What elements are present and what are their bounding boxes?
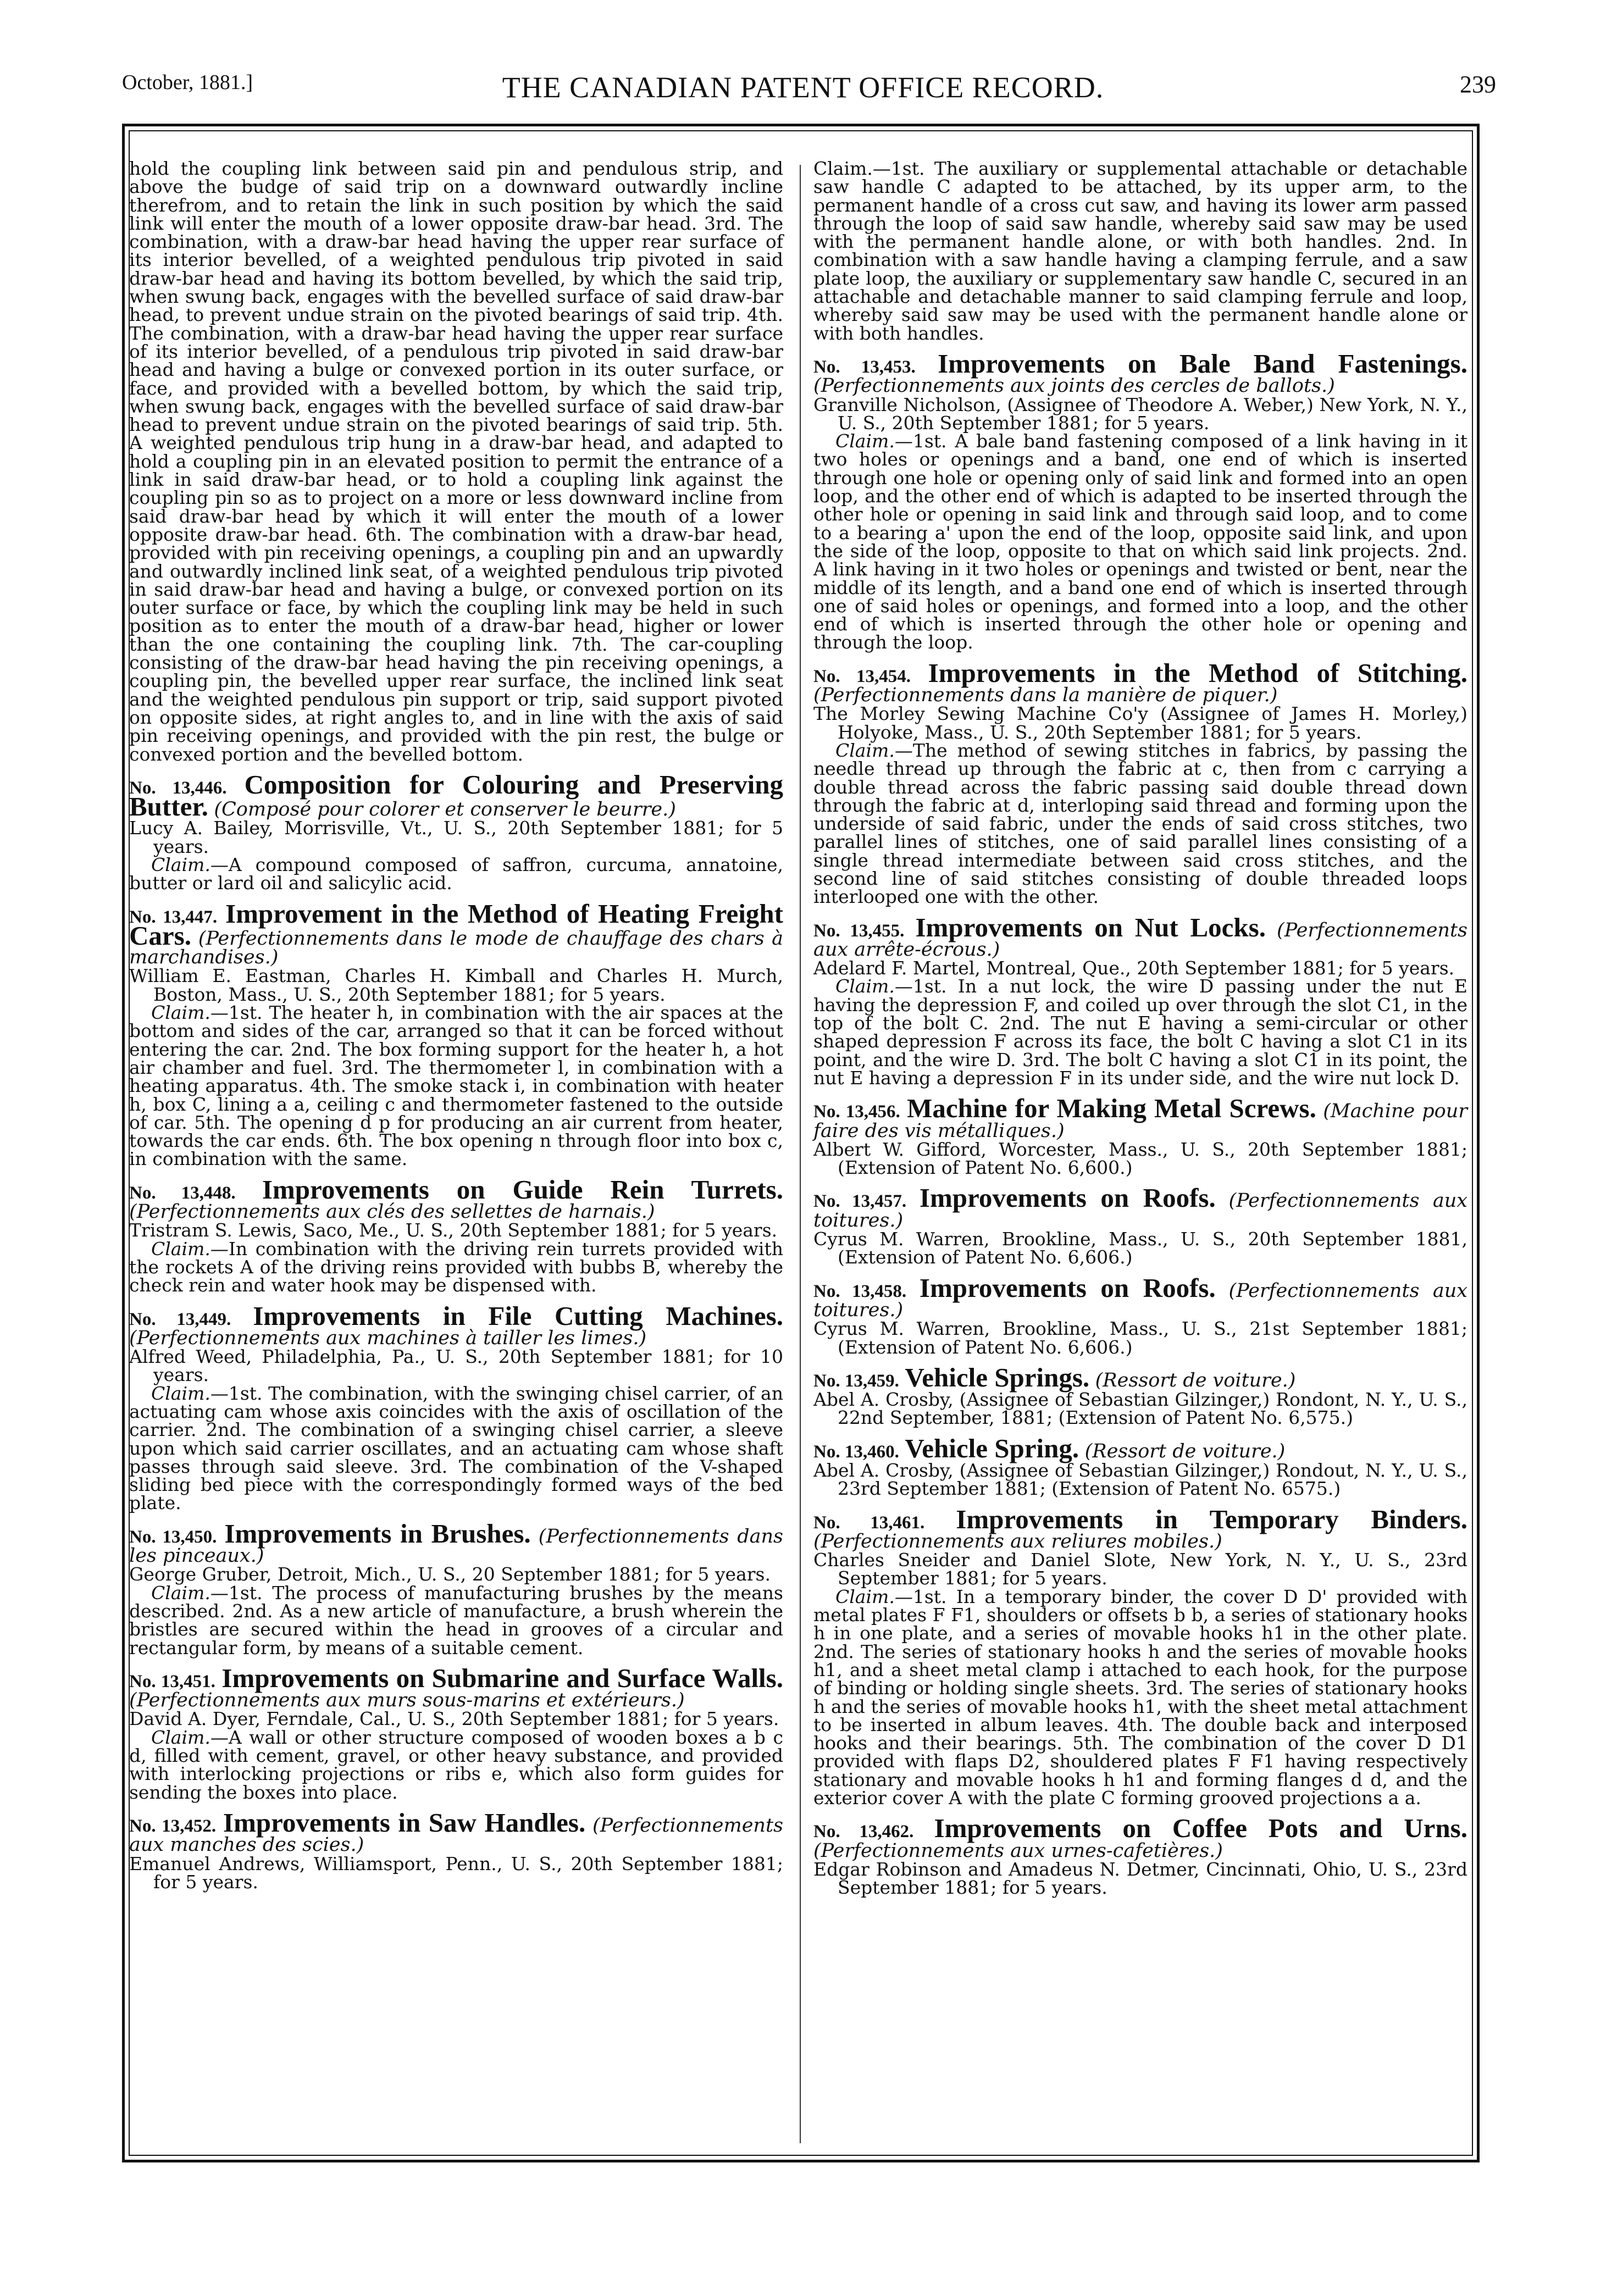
patent-french-title: (Ressort de voiture.) (1095, 1369, 1296, 1391)
patent-french-title: (Ressort de voiture.) (1084, 1440, 1286, 1462)
patent-french-title: (Perfectionnements dans les pinceaux.) (129, 1525, 783, 1567)
claim-label: Claim.— (835, 1585, 913, 1607)
patent-title: Composition for Colouring and Preserving Butter. (129, 769, 783, 822)
patentee-line: Abel A. Crosby, (Assignee of Sebastian Gilzinger,) Rondout, N. Y., U. S., 23rd September 1881; (Extension of Patent No. 6575.) (813, 1460, 1467, 1500)
claim-label: Claim.— (151, 853, 229, 875)
patent-french-title: (Perfectionnements aux arrête-écrous.) (813, 919, 1467, 961)
patent-heading (129, 1300, 784, 1349)
patent-entry (813, 657, 1467, 908)
patent-french-title: (Perfectionnements dans la manière de piquer.) (813, 684, 1278, 707)
right-entries (813, 348, 1467, 1899)
patent-heading (129, 1807, 783, 1856)
page-title: THE CANADIAN PATENT OFFICE RECORD. (502, 71, 1104, 104)
patent-title: Improvements on Submarine and Surface Walls. (221, 1662, 783, 1693)
patent-number: No. 13,454. (813, 666, 911, 686)
claim-label: Claim.— (151, 1582, 229, 1604)
patent-french-title: (Perfectionnements aux toitures.) (813, 1279, 1467, 1321)
patent-entry (129, 1300, 784, 1514)
column-divider (800, 165, 801, 2143)
patent-title: Improvements in File Cutting Machines. (253, 1300, 784, 1331)
claim-body: 1st. The process of manufacturing brushes by the means described. 2nd. As a new article of manufacture, a brush wherein the bristles are secured within the head in grooves of a circular and rectangular form, by means of a suitable cement. (129, 1582, 783, 1659)
patent-heading (129, 1518, 783, 1567)
patent-number: No. 13,461. (813, 1512, 925, 1533)
patent-number: No. 13,459. (813, 1371, 899, 1391)
patent-entry (129, 898, 783, 1170)
patent-title: Vehicle Spring. (905, 1433, 1079, 1463)
claim-text (129, 1240, 783, 1295)
patentee-line: Cyrus M. Warren, Brookline, Mass., U. S., 21st September 1881; (Extension of Patent No. 6,606.) (813, 1318, 1467, 1358)
claim-body: A compound composed of saffron, curcuma, annatoine, butter or lard oil and salicylic acid. (129, 853, 783, 894)
page-number: 239 (1460, 71, 1496, 98)
patent-french-title: (Perfectionnements aux murs sous-marins et extérieurs.) (129, 1689, 685, 1712)
claim-text (129, 1384, 783, 1512)
patent-entry (813, 348, 1467, 653)
claim-body: A wall or other structure composed of wooden boxes a b c d, filled with cement, gravel, or other heavy substance, and provided with interlocking projections or ribs e, which also form guides for sending the boxes into place. (129, 1726, 783, 1803)
patent-number: No. 13,448. (129, 1183, 236, 1203)
patent-entry (813, 1362, 1467, 1429)
patentee-line: Tristram S. Lewis, Saco, Me., U. S., 20th September 1881; for 5 years. (129, 1219, 778, 1241)
patent-entry (813, 1272, 1467, 1358)
patentee-line: Edgar Robinson and Amadeus N. Detmer, Cincinnati, Ohio, U. S., 23rd September 1881; for 5 years. (813, 1858, 1467, 1899)
claim-label: Claim.— (151, 1382, 229, 1404)
patent-entry (129, 1807, 783, 1893)
patent-entry (129, 1518, 783, 1659)
patentee-line: The Morley Sewing Machine Co'y (Assignee of James H. Morley,) Holyoke, Mass., U. S., 20th September 1881; for 5 years. (813, 703, 1467, 743)
patent-number: No. 13,456. (813, 1102, 900, 1122)
patent-title: Machine for Making Metal Screws. (907, 1093, 1316, 1124)
patent-entry (129, 769, 783, 894)
patent-heading (813, 1362, 1467, 1393)
patentee-line: Charles Sneider and Daniel Slote, New York, N. Y., U. S., 23rd September 1881; for 5 years. (813, 1549, 1467, 1589)
claim-body: 1st. The combination, with the swinging chisel carrier, of an actuating cam whose axis coincides with the axis of oscillation of the carrier. 2nd. The combination of a swinging chisel carrier, a sleeve upon which said carrier oscillates, and an actuating cam whose shaft passes through said sleeve. 3rd. The combination of the V-shaped sliding bed piece with the correspondingly formed ways of the bed plate. (129, 1382, 783, 1514)
patent-title: Improvements on Coffee Pots and Urns. (934, 1813, 1467, 1844)
patent-heading (129, 1662, 783, 1712)
patentee-line: Granville Nicholson, (Assignee of Theodore A. Weber,) New York, N. Y., U. S., 20th September 1881; for 5 years. (813, 393, 1467, 434)
patent-title: Improvements in Saw Handles. (223, 1807, 586, 1838)
patent-french-title: (Perfectionnements aux toitures.) (813, 1190, 1467, 1232)
patent-french-title: (Perfectionnements aux manches des scies.) (129, 1814, 783, 1856)
patentee-line: William E. Eastman, Charles H. Kimball and Charles H. Murch, Boston, Mass., U. S., 20th September 1881; for 5 years. (129, 965, 783, 1005)
patent-title: Improvement in the Method of Heating Freight Cars. (129, 898, 783, 951)
claim-label: Claim.— (835, 739, 913, 761)
claim-label: Claim.— (835, 430, 913, 452)
patentee-line: Cyrus M. Warren, Brookline, Mass., U. S., 20th September 1881, (Extension of Patent No. 6,606.) (813, 1228, 1467, 1268)
claim-text (129, 1728, 783, 1801)
right-column (813, 159, 1467, 1897)
patent-heading (813, 1183, 1467, 1232)
patent-title: Improvements on Roofs. (919, 1183, 1216, 1213)
claim-text (813, 432, 1467, 652)
patentee-line: Adelard F. Martel, Montreal, Que., 20th September 1881; for 5 years. (813, 957, 1455, 979)
claim-label: Claim.— (151, 1002, 229, 1024)
left-column (129, 159, 783, 1891)
patent-french-title: (Perfectionnements dans le mode de chauffage des chars à marchandises.) (129, 927, 783, 969)
patent-number: No. 13,451. (129, 1671, 215, 1692)
claim-label: Claim.— (835, 975, 913, 997)
patentee-line: Emanuel Andrews, Williamsport, Penn., U. S., 20th September 1881; for 5 years. (129, 1853, 783, 1893)
claim-body: 1st. In a nut lock, the wire D passing under the nut E having the depression F, and coiled up over through the slot C1, in the top of the bolt C. 2nd. The nut E having a semi-circular or other shaped depression F across its face, the bolt C having a slot C1 in its point, and the wire D. 3rd. The bolt C having a slot C1 in its point, the nut E having a depression F in its under side, and the wire nut lock D. (813, 975, 1467, 1089)
patent-heading (813, 1093, 1467, 1142)
patent-entry (129, 1174, 783, 1296)
claim-body: 1st. In a temporary binder, the cover D D' provided with metal plates F F1, shoulders or offsets b b, a series of stationary hooks h in one plate, and a series of movable hooks h1 in the other plate. 2nd. The series of stationary hooks h and the series of movable hooks h1, and a sheet metal clamp i attached to each hook, for the purpose of binding or holding single sheets. 3rd. The series of stationary hooks h and the series of movable hooks h1, with the sheet metal attachment to be inserted in album leaves. 4th. The double back and interposed hooks and their bearings. 5th. The combination of the cover D D1 provided with flaps D2, shouldered plates F F1 having respectively stationary and movable hooks h h1 and forming flanges d d, and the exterior cover A with the plate C forming grooved projections a a. (813, 1585, 1467, 1809)
patent-heading (813, 1813, 1467, 1862)
patent-number: No. 13,447. (129, 907, 218, 927)
patent-heading (813, 912, 1467, 961)
patent-number: No. 13,453. (813, 357, 916, 377)
patent-number: No. 13,458. (813, 1281, 907, 1301)
patent-heading (813, 1272, 1467, 1321)
patent-heading (813, 348, 1467, 397)
patent-title: Improvements on Bale Band Fastenings. (938, 348, 1467, 379)
patent-number: No. 13,449. (129, 1309, 231, 1329)
patent-number: No. 13,460. (813, 1441, 899, 1462)
patent-entry (813, 1504, 1467, 1809)
patent-title: Vehicle Springs. (905, 1362, 1090, 1393)
patent-entry (813, 1183, 1467, 1268)
patent-entry (813, 1813, 1467, 1899)
patent-title: Improvements in the Method of Stitching. (928, 657, 1467, 688)
patent-entry (813, 912, 1467, 1089)
patent-number: No. 13,452. (129, 1816, 217, 1836)
claim-text (813, 1585, 1467, 1809)
claim-body: 1st. A bale band fastening composed of a link having in it two holes or openings and a band, one end of which is inserted through one hole or opening only of said link and formed into an open loop, and the other end of which is adapted to be inserted through the other hole or opening in said link and through said loop, and to come to a bearing a' upon the end of the loop, opposite said link, and upon the side of the loop, opposite to that on which said link projects. 2nd. A link having in it two holes or openings and twisted or bent, near the middle of its length, and a band one end of which is inserted through one of said holes or openings, and formed into a loop, and the other end of which is inserted through the other hole or opening and through the loop. (813, 430, 1467, 653)
patent-title: Improvements on Roofs. (919, 1272, 1216, 1303)
claim-text (813, 977, 1467, 1087)
header-date: October, 1881.] (122, 71, 253, 94)
patent-number: No. 13,446. (129, 778, 227, 798)
claim-label: Claim.— (151, 1238, 229, 1260)
patent-french-title: (Perfectionnements aux joints des cercles de ballots.) (813, 375, 1335, 397)
left-lead-text: hold the coupling link between said pin and pendulous strip, and above the budge of said trip on a downward outwardly incline therefrom, and to retain the link in such position by which the said link will enter the mouth of a lower opposite draw-bar head. 3rd. The combination, with a draw-bar head having the upper rear surface of its interior bevelled, of a weighted pendulous trip pivoted in said draw-bar head and having its bottom bevelled, by which the said trip, when swung back, engages with the bevelled surface of said draw-bar head, to prevent undue strain on the pivoted bearings of said trip. 4th. The combination, with a draw-bar head having the upper rear surface of its interior bevelled, of a pendulous trip pivoted in said draw-bar head and having a bulge or convexed portion in its outer surface, or face, and provided with a bevelled bottom, by which the said trip, when swung back, engages with the bevelled surface of said draw-bar head to prevent undue strain on the pivoted bearings of said trip. 5th. A weighted pendulous trip hung in a draw-bar head, and adapted to hold a coupling pin in an elevated position to permit the entrance of a link in said draw-bar head, or to hold a coupling link against the coupling pin so as to project on a more or less downward incline from said draw-bar head by which it will enter the mouth of a lower opposite draw-bar head. 6th. The combination with a draw-bar head, provided with pin receiving openings, a coupling pin and an upwardly and outwardly inclined link seat, of a weighted pendulous trip pivoted in said draw-bar head and having a bulge, or convexed portion on its outer surface or face, by which the coupling link may be held in such position as to enter the mouth of a draw-bar head, higher or lower than the one containing the coupling link. 7th. The car-coupling consisting of the draw-bar head having the pin receiving openings, a coupling pin, the bevelled upper rear surface, the inclined link seat and the weighted pendulous pin support or trip, said support pivoted on opposite sides, at right angles to, and in line with the axis of said pin receiving openings, and provided with the pin rest, the bulge or convexed portion and the bevelled bottom. (129, 158, 783, 765)
patentee-line: David A. Dyer, Ferndale, Cal., U. S., 20th September 1881; for 5 years. (129, 1708, 779, 1730)
claim-body: In combination with the driving rein turrets provided with the rockets A of the driving reins provided with bubbs B, whereby the check rein and water hook may be dispensed with. (129, 1238, 783, 1296)
claim-text (129, 853, 783, 894)
claim-label: Claim.— (151, 1726, 229, 1748)
patent-title: Improvements on Nut Locks. (915, 912, 1266, 942)
patent-entry (813, 1093, 1467, 1179)
patent-french-title: (Perfectionnements aux urnes-cafetières.) (813, 1839, 1223, 1862)
patent-french-title: (Composé pour colorer et conserver le beurre.) (214, 798, 676, 821)
patent-title: Improvements in Brushes. (224, 1518, 531, 1549)
patent-heading (129, 1174, 783, 1223)
patent-number: No. 13,450. (129, 1527, 217, 1547)
patentee-line: Albert W. Gifford, Worcester, Mass., U. S., 20th September 1881; (Extension of Patent No. 6,600.) (813, 1138, 1467, 1179)
patent-number: No. 13,457. (813, 1191, 907, 1212)
patent-entry (129, 1662, 783, 1803)
patent-heading (129, 898, 783, 969)
claim-text (129, 1003, 783, 1168)
patent-heading (813, 657, 1467, 707)
patent-heading (129, 769, 783, 822)
patent-number: No. 13,462. (813, 1822, 914, 1842)
patent-title: Improvements on Guide Rein Turrets. (262, 1174, 783, 1205)
patent-french-title: (Perfectionnements aux clés des sellettes de harnais.) (129, 1201, 655, 1223)
patentee-line: Lucy A. Bailey, Morrisville, Vt., U. S., 20th September 1881; for 5 years. (129, 817, 783, 857)
patent-number: No. 13,455. (813, 920, 905, 941)
patent-title: Improvements in Temporary Binders. (956, 1504, 1467, 1534)
patent-french-title: (Machine pour faire des vis métalliques.) (813, 1100, 1467, 1142)
patent-heading (813, 1433, 1467, 1463)
patent-entry (813, 1433, 1467, 1500)
patent-french-title: (Perfectionnements aux reliures mobiles.) (813, 1530, 1222, 1552)
patentee-line: Alfred Weed, Philadelphia, Pa., U. S., 20th September 1881; for 10 years. (129, 1346, 783, 1386)
claim-text (813, 741, 1467, 906)
claim-body: The method of sewing stitches in fabrics, by passing the needle thread up through the fabric at c, then from c carrying a double thread across the fabric passing said double thread down through the fabric at d, interloping said thread and forming upon the underside of said fabric, under the ends of said cross stitches, two parallel lines of stitches, one of said parallel lines consisting of a single thread intermediate between said cross stitches, and the second line of said stitches consisting of double threaded loops interlooped one with the other. (813, 739, 1467, 908)
left-entries (129, 769, 784, 1893)
claim-text (129, 1584, 783, 1657)
patentee-line: George Gruber, Detroit, Mich., U. S., 20 September 1881; for 5 years. (129, 1563, 771, 1585)
claim-body: 1st. The heater h, in combination with the air spaces at the bottom and sides of the car, arranged so that it can be forced without entering the car. 2nd. The box forming support for the heater h, a hot air chamber and fuel. 3rd. The thermometer l, in combination with a heating apparatus. 4th. The smoke stack i, in combination with heater h, box C, lining a a, ceiling c and thermometer fastened to the outside of car. 5th. The opening d p for producing an air current from heater, towards the car ends. 6th. The box opening n through floor into box c, in combination with the same. (129, 1002, 783, 1170)
patent-french-title: (Perfectionnements aux machines à tailler les limes.) (129, 1327, 647, 1349)
patentee-line: Abel A. Crosby, (Assignee of Sebastian Gilzinger,) Rondont, N. Y., U. S., 22nd September, 1881; (Extension of Patent No. 6,575.) (813, 1389, 1467, 1429)
patent-heading (813, 1504, 1467, 1552)
right-lead-text: Claim.—1st. The auxiliary or supplemental attachable or detachable saw handle C adapted to be attached, by its upper arm, to the permanent handle of a cross cut saw, and having its lower arm passed through the loop of said saw handle, whereby said saw may be used with the permanent handle alone, or with both handles. 2nd. In combination with a saw handle having a clamping ferrule, and a saw plate loop, the auxiliary or supplementary saw handle C, secured in an attachable and detachable manner to said clamping ferrule and loop, whereby said saw may be used with the permanent handle alone or with both handles. (813, 158, 1467, 344)
